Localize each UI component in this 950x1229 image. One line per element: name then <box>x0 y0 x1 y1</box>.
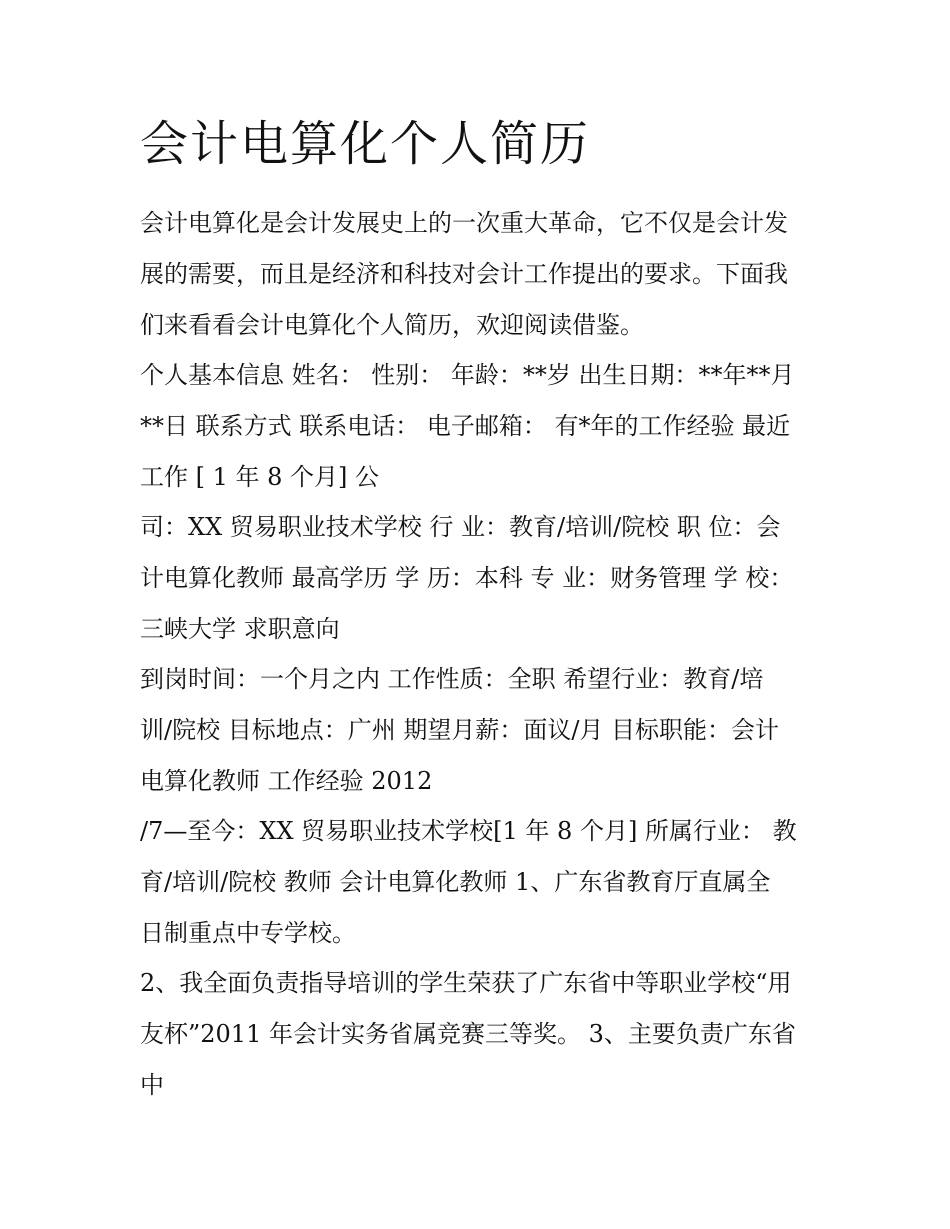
body-line: 友杯”2011 年会计实务省属竞赛三等奖。 3、主要负责广东省 <box>140 1020 796 1048</box>
body-line: 训/院校 目标地点：广州 期望月薪：面议/月 目标职能：会计 <box>140 716 780 744</box>
body-line: /7—至今：XX 贸易职业技术学校[1 年 8 个月] 所属行业： 教 <box>140 817 797 845</box>
body-line: 个人基本信息 姓名： 性别： 年龄：**岁 出生日期：**年**月 <box>140 361 795 389</box>
body-line: 日制重点中专学校。 <box>140 919 356 947</box>
body-line: 2、我全面负责指导培训的学生荣获了广东省中等职业学校“用 <box>140 969 792 997</box>
body-line: 工作 [ 1 年 8 个月] 公 <box>140 463 380 491</box>
body-line: **日 联系方式 联系电话： 电子邮箱： 有*年的工作经验 最近 <box>140 412 791 440</box>
body-line: 到岗时间：一个月之内 工作性质：全职 希望行业：教育/培 <box>140 665 764 693</box>
body-line: 展的需要，而且是经济和科技对会计工作提出的要求。下面我 <box>140 260 788 288</box>
body-line: 电算化教师 工作经验 2012 <box>140 767 433 795</box>
body-line: 们来看看会计电算化个人简历，欢迎阅读借鉴。 <box>140 311 644 339</box>
body-line: 司：XX 贸易职业技术学校 行 业：教育/培训/院校 职 位：会 <box>140 513 781 541</box>
body-line: 三峡大学 求职意向 <box>140 615 340 643</box>
body-line: 计电算化教师 最高学历 学 历：本科 专 业：财务管理 学 校： <box>140 564 794 592</box>
document-title: 会计电算化个人简历 <box>140 116 591 172</box>
body-line: 中 <box>140 1071 164 1099</box>
body-line: 育/培训/院校 教师 会计电算化教师 1、广东省教育厅直属全 <box>140 868 771 896</box>
body-line: 会计电算化是会计发展史上的一次重大革命，它不仅是会计发 <box>140 209 788 237</box>
